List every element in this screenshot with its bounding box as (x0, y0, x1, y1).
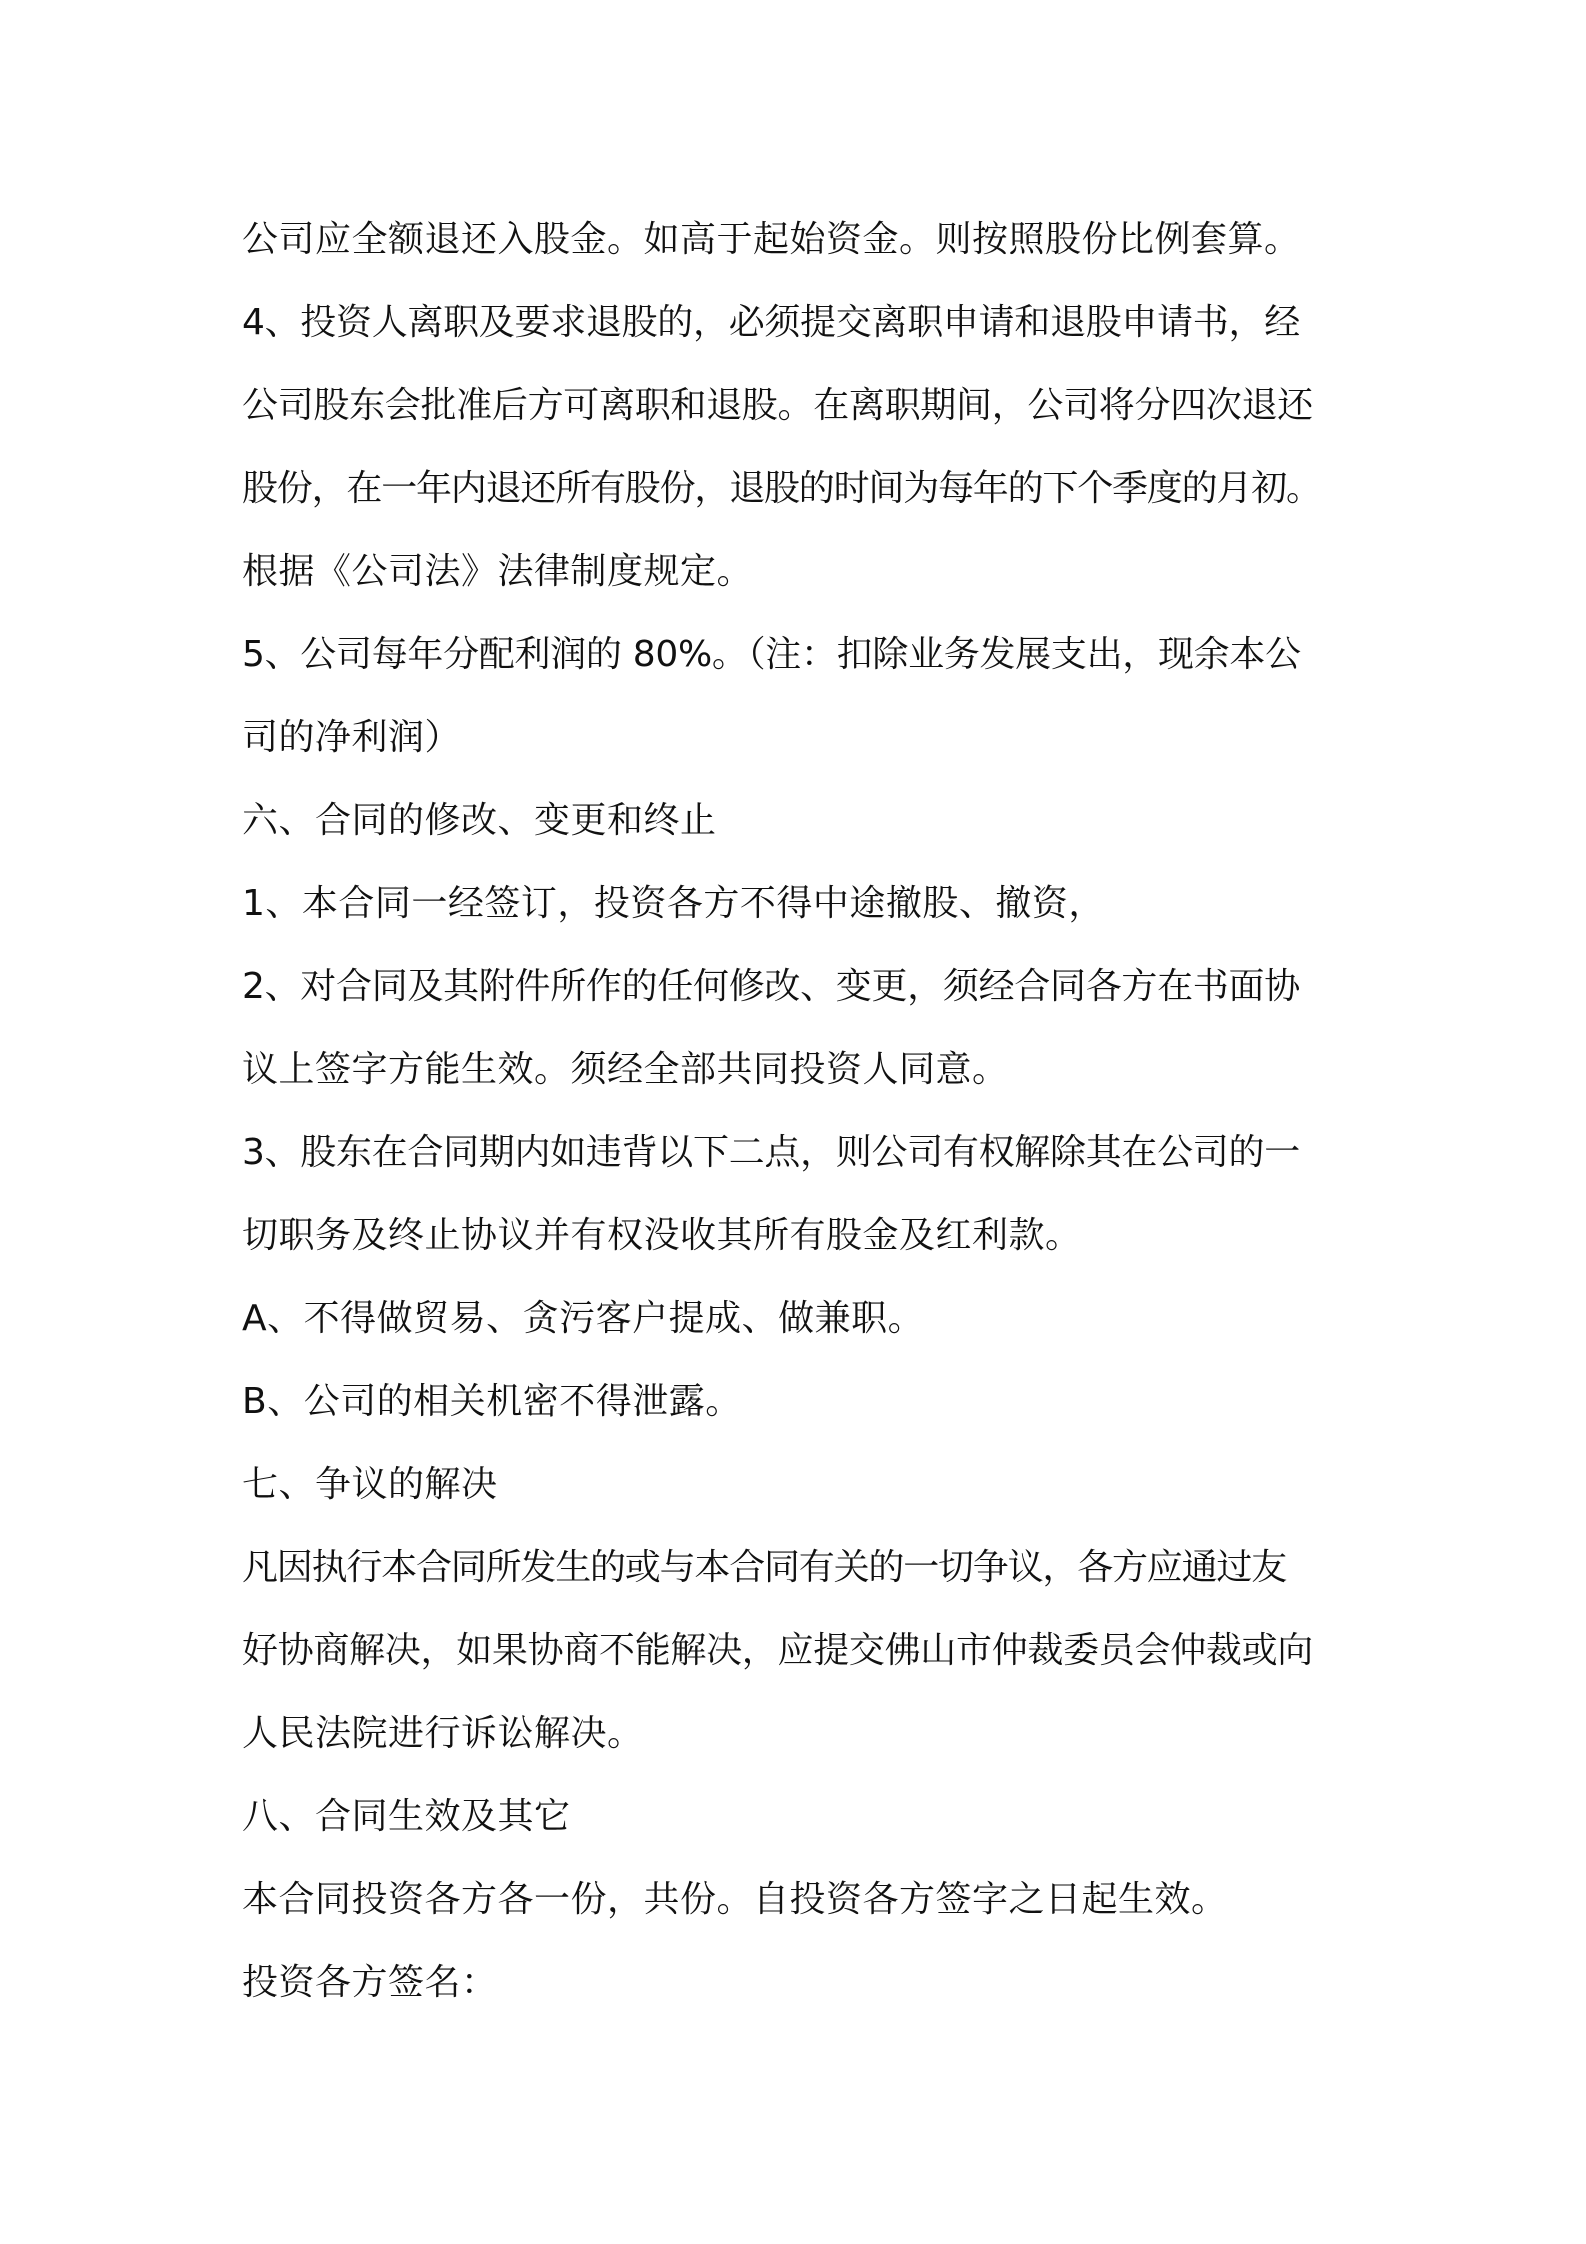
paragraph-line-21: 本合同投资各方各一份，共份。自投资各方签字之日起生效。 (242, 1879, 1228, 1920)
paragraph-line-13: 切职务及终止协议并有权没收其所有股金及红利款。 (242, 1215, 1082, 1256)
paragraph-line-10: 2、对合同及其附件所作的任何修改、变更，须经合同各方在书面协 (242, 966, 1300, 1007)
paragraph-line-3: 公司股东会批准后方可离职和退股。在离职期间，公司将分四次退还 (242, 385, 1314, 426)
signature-label: 投资各方签名： (242, 1962, 498, 2003)
paragraph-line-15: B、公司的相关机密不得泄露。 (242, 1381, 742, 1422)
paragraph-line-19: 人民法院进行诉讼解决。 (242, 1713, 644, 1754)
paragraph-line-4: 股份，在一年内退还所有股份，退股的时间为每年的下个季度的月初。 (242, 468, 1321, 509)
paragraph-line-1: 公司应全额退还入股金。如高于起始资金。则按照股份比例套算。 (242, 219, 1301, 260)
paragraph-line-17: 凡因执行本合同所发生的或与本合同有关的一切争议，各方应通过友 (242, 1547, 1287, 1588)
document-body (242, 198, 1360, 2024)
paragraph-line-9: 1、本合同一经签订，投资各方不得中途撤股、撤资， (242, 883, 1105, 924)
section-heading-7: 七、争议的解决 (242, 1464, 498, 1505)
paragraph-line-5: 根据《公司法》法律制度规定。 (242, 551, 754, 592)
section-heading-6: 六、合同的修改、变更和终止 (242, 800, 717, 841)
section-heading-8: 八、合同生效及其它 (242, 1796, 571, 1837)
paragraph-line-11: 议上签字方能生效。须经全部共同投资人同意。 (242, 1049, 1009, 1090)
paragraph-line-6: 5、公司每年分配利润的 80%。（注：扣除业务发展支出，现余本公 (242, 634, 1301, 675)
paragraph-line-14: A、不得做贸易、贪污客户提成、做兼职。 (242, 1298, 925, 1339)
paragraph-line-2: 4、投资人离职及要求退股的，必须提交离职申请和退股申请书，经 (242, 302, 1300, 343)
paragraph-line-18: 好协商解决，如果协商不能解决，应提交佛山市仲裁委员会仲裁或向 (242, 1630, 1314, 1671)
paragraph-line-7: 司的净利润） (242, 717, 462, 758)
paragraph-line-12: 3、股东在合同期内如违背以下二点，则公司有权解除其在公司的一 (242, 1132, 1300, 1173)
